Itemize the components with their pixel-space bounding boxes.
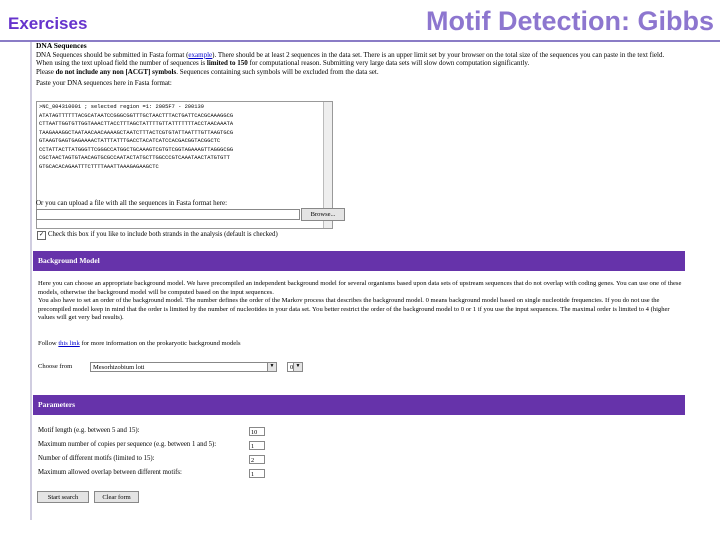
organism-select-value: Mesorhizobium loti <box>93 364 145 371</box>
max-overlap-label: Maximum allowed overlap between different motifs: <box>38 469 182 476</box>
background-follow-text <box>38 340 683 349</box>
sequence-line: GTGCACACAGAATTTCTTTTAAATTAAAGAGAAGCTC <box>39 163 159 170</box>
sequence-line: CTTAATTGGTGTTGGTAAACTTACCTTTAGCTATTTTGTTATTTTTTTACCTAACAAATA <box>39 121 234 127</box>
sequence-line: CGCTAACTAGTGTAACAGTGCGCCAATACTATGCTTGGCCCGTCAAATAACTATGTGTT <box>39 155 230 161</box>
background-description <box>38 280 683 323</box>
dna-heading: DNA Sequences <box>36 42 87 50</box>
background-model-header: Background Model <box>33 251 685 271</box>
dna-warning-b: . Sequences containing such symbols will be excluded from the data set. <box>176 67 379 76</box>
sequence-line: GTAAGTGAGTGAGAAAACTATTTATTTGACCTACATCATCCACGACGGTACGGCTC <box>39 138 221 144</box>
follow-text-b: for more information on the prokaryotic background models <box>81 340 241 347</box>
slide-title: Motif Detection: Gibbs <box>426 6 714 36</box>
background-paragraph-2: You also have to set an order of the background model. The number defines the order of the Markov process that describes the background model. 0 means background model based on single nucleotide frequencies. If you do not use the precompiled model keep in mind that the order is limited by the number of nucleotides in your data set. You better restrict the order of the background model to 0 or 1 if you use the input sequences. The maximal order is limited to 4 (higher values will get very bad results). <box>38 297 670 322</box>
background-info-link[interactable]: this link <box>58 340 80 347</box>
sequence-line: >NC_004310001 ; selected region =1: 2005F7 - 200139 <box>39 104 204 110</box>
sequence-line: CCTATTACTTATGGGTTCGGGCCATGGCTGCAAAGTCGTGTCGGTAGAAAGTTAGGGCGG <box>39 146 234 153</box>
follow-text-a: Follow <box>38 340 57 347</box>
sequence-line: ATATAGTTTTTTACGCATAATCCGGGCGGTTTGCTAACTTTACTGATTCACGCAAAGGCG <box>39 112 234 119</box>
background-paragraph-1: Here you can choose an appropriate background model. We have precompiled an independent background model for several organisms based upon data sets of upstream sequences that do not overlap with coding genes. You can use one of these models, otherwise the background model will be computed based on the input sequences. <box>38 280 682 296</box>
web-form-screenshot <box>33 42 685 520</box>
dna-intro-text-b: ). There should be at least 2 sequences in the data set. There is an upper limit set by your browser on the total size of the sequences you can paste in the text field. When using the text upload field the number of sequences is <box>36 50 665 68</box>
both-strands-label: Check this box if you like to include both strands in the analysis (default is checked) <box>48 231 278 238</box>
dna-warning <box>36 68 681 77</box>
dna-intro-text-c: for computational reason. Submitting very large data sets will slow down computation significantly. <box>249 59 530 68</box>
parameters-header: Parameters <box>33 395 685 415</box>
max-copies-input[interactable]: 1 <box>249 441 265 450</box>
motif-length-label: Motif length (e.g. between 5 and 15): <box>38 427 140 434</box>
num-motifs-label: Number of different motifs (limited to 15): <box>38 455 155 462</box>
dna-warning-a: Please <box>36 67 54 76</box>
left-border <box>30 42 32 520</box>
max-copies-label: Maximum number of copies per sequence (e.g. between 1 and 5): <box>38 441 217 448</box>
both-strands-checkbox[interactable]: ✓ <box>38 232 45 238</box>
example-link[interactable]: example <box>188 50 213 59</box>
choose-from-label: Choose from <box>38 363 73 370</box>
chevron-down-icon: ▼ <box>293 363 302 371</box>
max-overlap-input[interactable]: 1 <box>249 469 265 478</box>
organism-select[interactable] <box>90 362 277 372</box>
slide-left-title: Exercises <box>8 14 88 33</box>
dna-intro <box>36 51 681 68</box>
browse-button[interactable]: Browse... <box>301 208 345 221</box>
num-motifs-input[interactable]: 2 <box>249 455 265 464</box>
dna-intro-limit: limited to 150 <box>206 59 248 68</box>
dna-warning-bold: do not include any non [ACGT] symbols <box>55 67 177 76</box>
file-upload-input[interactable] <box>36 209 300 220</box>
chevron-down-icon: ▼ <box>267 363 276 371</box>
start-search-button[interactable]: Start search <box>37 491 89 503</box>
clear-form-button[interactable]: Clear form <box>94 491 139 503</box>
motif-length-input[interactable]: 10 <box>249 427 265 436</box>
paste-label: Paste your DNA sequences here in Fasta format: <box>36 79 172 88</box>
sequence-line: TAAGAAAGGCTAATAACAACAAAAGCTAATCTTTACTCGTGTATTAATTTGTTAAGTGCG <box>39 129 234 136</box>
order-select-value: 0 <box>290 364 294 371</box>
dna-section <box>36 42 681 88</box>
order-select[interactable] <box>287 362 303 372</box>
dna-intro-text-a: DNA Sequences should be submitted in Fasta format ( <box>36 50 189 59</box>
upload-label: Or you can upload a file with all the sequences in Fasta format here: <box>36 199 228 207</box>
